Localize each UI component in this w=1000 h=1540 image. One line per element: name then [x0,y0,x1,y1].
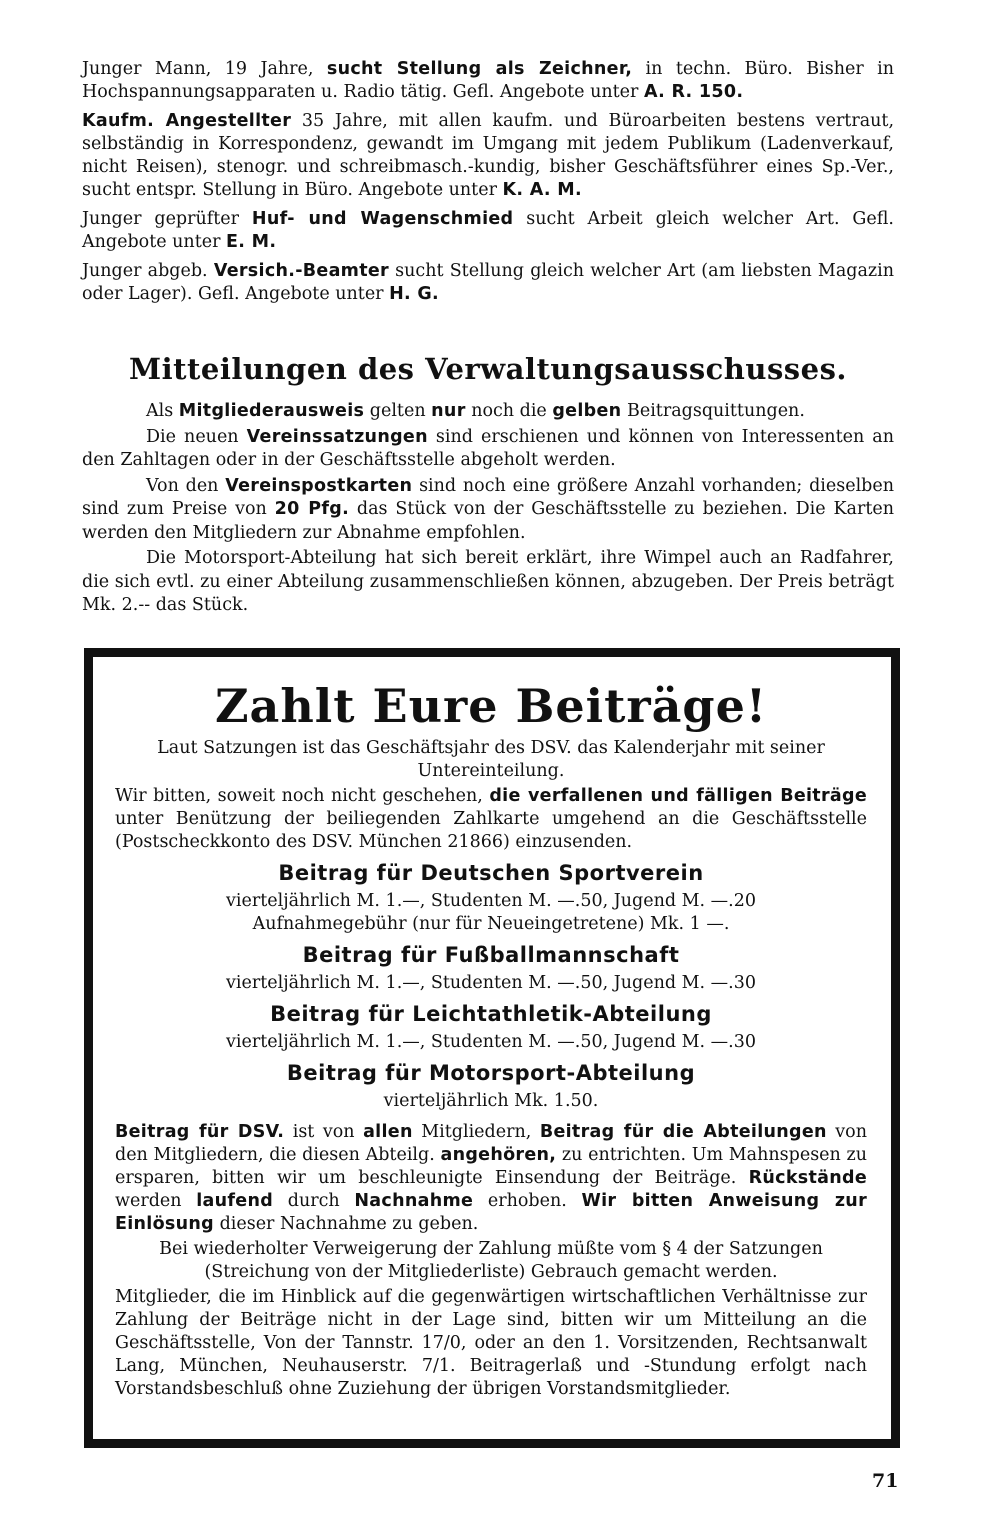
text: Die neuen [146,426,247,447]
ad-text: in techn. Büro. Bisher in Hochspannungsapparaten u. Radio tätig. Gefl. Angebote unter [82,59,894,102]
fee-line: vierteljährlich M. 1.—, Studenten M. —.50, Jugend M. —.30 [226,973,756,993]
emphasis: 20 Pfg. [274,499,350,519]
dues-notice-content [115,677,867,1403]
fee-line: vierteljährlich M. 1.—, Studenten M. —.50, Jugend M. —.30 [226,1032,756,1052]
announcement-membership [82,400,894,424]
emphasis: Vereinssatzungen [246,426,428,447]
text: sind noch eine größere Anzahl vorhanden; dieselben sind zum Preise von [82,475,894,519]
emphasis: Beitrag für die Abteilungen [539,1122,827,1142]
fee-heading-football: Beitrag für Fußballmannschaft [302,943,680,967]
ad-text: sucht Arbeit gleich welcher Art. Gefl. Angebote unter [82,209,894,252]
ad-text: Junger geprüfter [82,209,252,229]
text: erhoben. [473,1191,582,1211]
text: das Stück von der Geschäftsstelle zu beziehen. Die Karten werden den Mitgliedern zur Abnahme empfohlen. [82,499,894,543]
announcement-postcards [82,475,894,546]
fee-heading-athletics: Beitrag für Leichtathletik-Abteilung [270,1002,712,1026]
ad-clerk [82,110,894,202]
dues-closing-1 [115,1121,867,1236]
text: Als [146,401,179,421]
emphasis: Wir bitten Anweisung zur Einlösung [115,1191,867,1234]
emphasis: Rückstände [748,1168,867,1188]
emphasis: Beitrag für DSV. [115,1122,285,1142]
ad-keyword: Kaufm. Angestellter [82,111,292,131]
emphasis: Mitgliederausweis [178,401,365,421]
ad-code: K. A. M. [502,180,582,200]
announcement-pennants: Die Motorsport-Abteilung hat sich bereit erklärt, ihre Wimpel auch an Radfahrer, die sich evtl. zu einer Abteilung zusammenschließen können, abzugeben. Der Preis beträgt Mk. 2.-- das Stück. [82,548,894,615]
announcement-statutes [82,426,894,473]
emphasis: die verfallenen und fälligen Beiträge [489,786,868,806]
section-heading: Mitteilungen des Verwaltungsausschusses. [128,352,847,386]
dues-notice-box [84,648,900,1448]
emphasis: Nachnahme [354,1191,474,1211]
text: noch die [465,401,553,421]
ad-smith [82,208,894,254]
dues-title: Zahlt Eure Beiträge! [214,679,768,733]
ad-keyword: Huf- und Wagenschmied [251,209,514,229]
text: Von den [146,475,226,496]
text: durch [273,1191,355,1211]
page-number: 71 [872,1470,899,1492]
fee-line: vierteljährlich M. 1.—, Studenten M. —.50, Jugend M. —.20 [226,891,756,911]
emphasis: laufend [196,1191,274,1211]
ad-code: A. R. 150. [643,82,744,102]
ad-insurance [82,260,894,306]
text: Mitgliedern, [412,1122,540,1142]
text: von den Mitgliedern, die diesen Abteilg. [115,1122,867,1165]
text: zu entrichten. Um Mahnspesen zu ersparen, bitten wir um beschleunigte Einsendung der Beiträge. [115,1145,867,1188]
text: gelten [364,401,432,421]
emphasis: angehören, [440,1145,557,1165]
ad-text: sucht Stellung gleich welcher Art (am liebsten Magazin oder Lager). Gefl. Angebote unter [82,261,894,304]
ad-draftsman [82,58,894,104]
text: werden [115,1191,197,1211]
emphasis: Vereinspostkarten [225,475,413,496]
ad-text: 35 Jahre, mit allen kaufm. und Büroarbeiten bestens vertraut, selbständig in Korrespondenz, gewandt im Umgang mit jedem Publikum (Ladenverkauf, nicht Reisen), stenogr. und schreibmasch.-kundig, bisher Geschäftsführer eines Sp.-Ver., sucht entspr. Stellung in Büro. Angebote unter [82,111,895,200]
ad-code: E. M. [226,232,277,252]
fee-line: Aufnahmegebühr (nur für Neueingetretene) Mk. 1 —. [252,914,730,934]
emphasis: allen [363,1122,413,1142]
fee-heading-dsv: Beitrag für Deutschen Sportverein [278,861,704,885]
text: sind erschienen und können von Interessenten an den Zahltagen oder in der Geschäftsstelle abgeholt werden. [82,426,895,470]
text: Wir bitten, soweit noch nicht geschehen, [115,786,490,806]
classified-ads [82,58,894,312]
ad-text: Junger Mann, 19 Jahre, [82,59,327,79]
dues-intro: Laut Satzungen ist das Geschäftsjahr des DSV. das Kalenderjahr mit seiner Untereinteilung. [157,738,825,781]
ad-text: Junger abgeb. [82,261,214,281]
text: ist von [284,1122,364,1142]
text: unter Benützung der beiliegenden Zahlkarte umgehend an die Geschäftsstelle (Postscheckkonto des DSV. München 21866) einzusenden. [115,809,867,852]
ad-keyword: sucht Stellung als Zeichner, [326,59,633,79]
announcements [82,400,894,620]
ad-keyword: Versich.-Beamter [213,261,389,281]
dues-closing-2: Bei wiederholter Verweigerung der Zahlung müßte vom § 4 der Satzungen (Streichung von der Mitgliederliste) Gebrauch gemacht werden. [159,1239,823,1282]
dues-closing-3: Mitglieder, die im Hinblick auf die gegenwärtigen wirtschaftlichen Verhältnisse zur Zahlung der Beiträge nicht in der Lage sind, bitten wir um Mitteilung an die Geschäftsstelle, Von der Tannstr. 17/0, oder an den 1. Vorsitzenden, Rechtsanwalt Lang, München, Neuhauserstr. 7/1. Beitragerlaß und -Stundung erfolgt nach Vorstandsbeschluß ohne Zuziehung der übrigen Vorstandsmitglieder. [115,1287,867,1399]
text: dieser Nachnahme zu geben. [214,1214,479,1234]
dues-request [115,785,867,854]
fee-line: vierteljährlich Mk. 1.50. [383,1091,599,1111]
emphasis: gelben [552,401,622,421]
text: Beitragsquittungen. [621,401,805,421]
fee-heading-motorsport: Beitrag für Motorsport-Abteilung [286,1061,696,1085]
emphasis: nur [431,401,466,421]
ad-code: H. G. [389,284,440,304]
